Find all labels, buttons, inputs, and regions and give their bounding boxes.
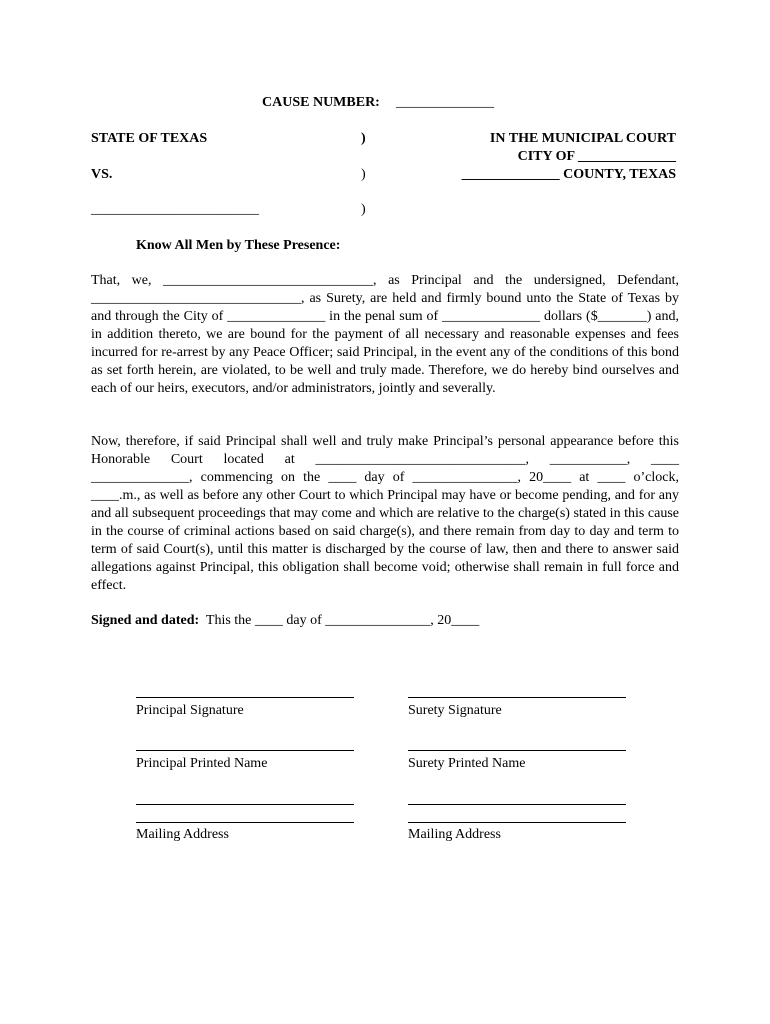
caption-paren-3: ) [361,202,366,217]
court-line-3: ______________ COUNTY, TEXAS [461,167,676,182]
caption-paren-2: ) [361,167,366,182]
caption-paren-1: ) [361,131,366,146]
defendant-blank: ________________________ [91,202,259,217]
principal-printed-name-label: Principal Printed Name [136,756,268,771]
surety-mailing-address-label: Mailing Address [408,827,501,842]
signed-dated-line [91,612,479,630]
court-line-1: IN THE MUNICIPAL COURT [489,131,676,146]
principal-address-line-1 [136,804,354,805]
surety-printed-name-line [408,750,626,751]
cause-number-blank: ______________ [396,95,494,110]
signed-dated-text: This the ____ day of _______________, 20____ [205,613,480,628]
surety-signature-line [408,697,626,698]
principal-printed-name-line [136,750,354,751]
court-line-2: CITY OF ______________ [517,149,676,164]
principal-signature-label: Principal Signature [136,703,244,718]
know-all-men-heading: Know All Men by These Presence: [136,238,341,253]
surety-address-line-2 [408,822,626,823]
surety-signature-label: Surety Signature [408,703,502,718]
principal-mailing-address-label: Mailing Address [136,827,229,842]
vs-label: VS. [91,167,113,182]
principal-address-line-2 [136,822,354,823]
bond-paragraph-2: Now, therefore, if said Principal shall well and truly make Principal’s personal appearance before this Honorable Court located at ______________________________, ___________, ____ ______________, commencing on the ____ day of _______________, 20____ at ____ o’clock, ____.m., as well as before any other Court to which Principal may have or become pending, and for any and all subsequent proceedings that may come and which are relative to the charge(s) stated in this cause in the course of criminal actions based on said charge(s), and there remain from day to day and term to term of said Court(s), until this matter is discharged by the course of law, then and there to answer said allegations against Principal, this obligation shall become void; otherwise shall remain in full force and effect. [91,434,679,593]
cause-number-label: CAUSE NUMBER: [262,95,380,110]
surety-address-line-1 [408,804,626,805]
bond-paragraph-1: That, we, ______________________________, as Principal and the undersigned, Defendant, ______________________________, as Surety, are held and firmly bound unto the State of Texas by and through the City of ______________ in the penal sum of ______________ dollars ($_______) and, in addition thereto, we are bound for the payment of all necessary and reasonable expenses and fees incurred for re-arrest by any Peace Officer; said Principal, in the event any of the conditions of this bond as set forth herein, are violated, to be well and truly made. Therefore, we do hereby bind ourselves and each of our heirs, executors, and/or administrators, jointly and severally. [91,273,679,396]
signed-dated-label: Signed and dated: [91,613,200,628]
surety-printed-name-label: Surety Printed Name [408,756,526,771]
state-of-texas: STATE OF TEXAS [91,131,208,146]
principal-signature-line [136,697,354,698]
